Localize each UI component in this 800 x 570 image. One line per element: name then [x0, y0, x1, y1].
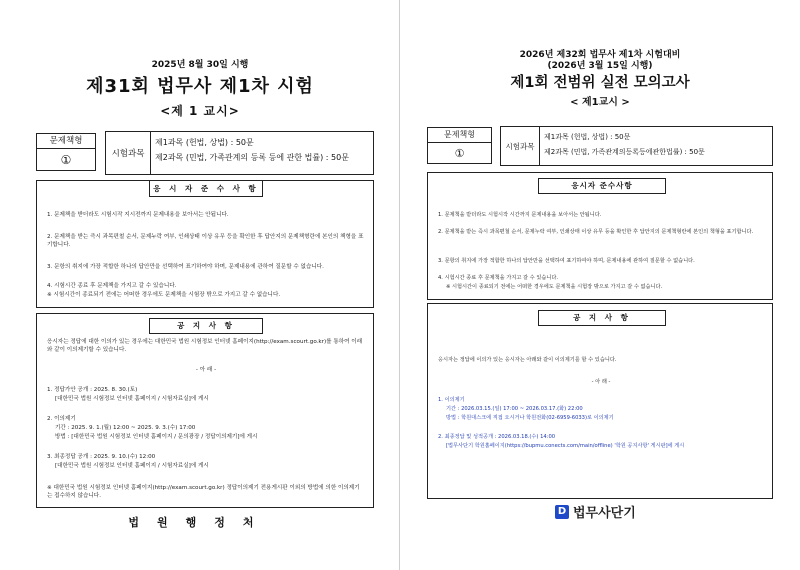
right-session-label: < 제1교시 > [570, 97, 630, 108]
right-notice-item: 2. 문제책을 받는 즉시 과목편철 순서, 문제누락 여부, 인쇄상태 이상 유무 등을 확인한 후 답안지의 문제책형란에 본인의 책형을 표기합니다. [438, 229, 754, 235]
left-announcement-subitem: 기간 : 2025. 9. 1.(월) 12:00 ~ 2025. 9. 3.(수) 17:00 [55, 425, 196, 431]
left-announcement-item: 1. 정답가안 공개 : 2025. 8. 30.(토) [47, 387, 138, 393]
right-announcement-subitem: [법무사단기 학원홈페이지(https://bupmu.conects.com/main/offline) '학원 공지사항' 게시판]에 게시 [446, 443, 685, 449]
left-question-type-label: 문제책형 [37, 134, 95, 149]
brand-name: 법무사단기 [573, 506, 636, 521]
right-announcement-item: 1. 이의제기 [438, 397, 465, 403]
left-announcement-box [36, 313, 374, 508]
left-notice-item: 3. 문항의 취지에 가장 적합한 하나의 답안만을 선택하여 표기하여야 하며, 문제내용에 관하여 질문할 수 없습니다. [47, 264, 324, 270]
right-subjects-box [500, 126, 773, 166]
right-header-line1: 2026년 제32회 법무사 제1차 시험대비 [519, 50, 681, 60]
right-notice-box [427, 172, 773, 300]
left-notice-item: 2. 문제책을 받는 즉시 과목편철 순서, 문제누락 여부, 인쇄상태 이상 유무 등을 확인한 후 답안지의 문제책형란에 본인의 책형을 표기합니다. [47, 234, 364, 248]
right-announcement-box [427, 303, 773, 499]
left-notice-box [36, 180, 374, 308]
right-subjects-label: 시험과목 [501, 127, 540, 165]
right-announcement-subitem: 기간 : 2026.03.15.(일) 17:00 ~ 2026.03.17.(화) 22:00 [446, 406, 583, 412]
brand-logo [555, 502, 636, 521]
right-notice-item: 4. 시험시간 종료 후 문제책을 가지고 갈 수 있습니다. [438, 275, 559, 281]
right-announcement-subitem: 방법 : 학원대스크에 직접 오시거나 학원전화(02-6959-6033)로 이의제기 [446, 415, 614, 421]
right-notice-title: 응시자 준수사항 [538, 178, 666, 194]
right-exam-title: 제1회 전범위 실전 모의고사 [510, 75, 690, 91]
left-notice-item: 1. 문제책을 받더라도 시험시작 지시전까지 문제내용을 보아서는 안됩니다. [47, 212, 229, 218]
left-question-type-value: ① [60, 153, 72, 167]
left-announcement-item: 3. 최종정답 공개 : 2025. 9. 10.(수) 12:00 [47, 454, 156, 460]
left-exam-date: 2025년 8월 30일 시행 [151, 60, 249, 70]
left-announcement-subitem: [대한민국 법원 시험정보 인터넷 홈페이지 / 시험자료실]에 게시 [55, 463, 209, 469]
left-announcement-item: 2. 이의제기 [47, 416, 76, 422]
left-announcement-divider: - 아 래 - [195, 367, 217, 373]
left-notice-item: 4. 시험시간 종료 후 문제책을 가지고 갈 수 있습니다. [47, 283, 177, 289]
left-session-label: <제 1 교시> [160, 104, 240, 118]
left-question-type-box [36, 133, 96, 171]
right-subject-item: 제1과목 (헌법, 상법) : 50문 [544, 133, 631, 141]
left-notice-title: 응 시 자 준 수 사 항 [149, 180, 263, 197]
right-notice-item: 3. 문항의 취지에 가장 적합한 하나의 답안만을 선택하여 표기하여야 하며, 문제내용에 관하여 질문할 수 없습니다. [438, 258, 695, 264]
right-notice-item: 1. 문제책을 받더라도 시험시작 시간까지 문제내용을 보아서는 안됩니다. [438, 212, 602, 218]
right-question-type-box [427, 127, 492, 164]
left-announcement-footnote: ※ 대한민국 법원 시험정보 인터넷 홈페이지(http://exam.scourt.go.kr) 정답이의제기 전용게시판 이외의 방법에 의한 이의제기는 접수하지 않습니다. [47, 485, 360, 499]
right-announcement-title: 공 지 사 항 [538, 310, 666, 326]
right-question-type-label: 문제책형 [428, 128, 491, 143]
brand-logo-icon: D [555, 505, 569, 519]
left-exam-title: 제31회 법무사 제1차 시험 [86, 76, 314, 97]
left-subject-item: 제1과목 (헌법, 상법) : 50문 [155, 138, 254, 147]
right-header-line2: (2026년 3월 15일 시행) [547, 61, 653, 71]
left-subjects-box [105, 131, 374, 175]
right-announcement-item: 2. 최종정답 및 성적공개 : 2026.03.18.(수) 14:00 [438, 434, 556, 440]
left-subject-item: 제2과목 (민법, 가족관계의 등록 등에 관한 법률) : 50문 [155, 153, 349, 162]
left-announcement-subitem: [대한민국 법원 시험정보 인터넷 홈페이지 / 시험자료실]에 게시 [55, 396, 209, 402]
right-notice-item: ※ 시험시간이 종료되기 전에는 어떠한 경우에도 문제책을 시험장 밖으로 가지고 갈 수 없습니다. [446, 284, 663, 290]
left-announcement-title: 공 지 사 항 [149, 318, 263, 334]
right-question-type-value: ① [454, 147, 465, 160]
left-announcement-intro: 응시자는 정답에 대한 이의가 있는 경우에는 대한민국 법원 시험정보 인터넷 홈페이지(http://exam.scourt.go.kr)를 통하여 이래와 같이 이의제기할 수 있습니다. [47, 339, 363, 353]
right-subject-item: 제2과목 (민법, 가족관계의등록등에관한법률) : 50문 [544, 148, 705, 156]
left-subjects-label: 시험과목 [106, 132, 151, 174]
left-issuer-footer: 법원행정처 [128, 516, 272, 529]
right-announcement-divider: - 아 래 - [591, 379, 611, 385]
right-announcement-intro: 응시자는 정답에 이의가 있는 응시자는 아래와 같이 이의제기를 할 수 있습니다. [438, 357, 617, 363]
left-announcement-subitem: 방법 : [대한민국 법원 시험정보 인터넷 홈페이지 / 문의광장 / 정답이의제기]에 게시 [55, 434, 258, 440]
left-notice-item: ※ 시험시간이 종료되기 전에는 어떠한 경우에도 문제책을 시험장 밖으로 가지고 갈 수 없습니다. [47, 292, 281, 298]
